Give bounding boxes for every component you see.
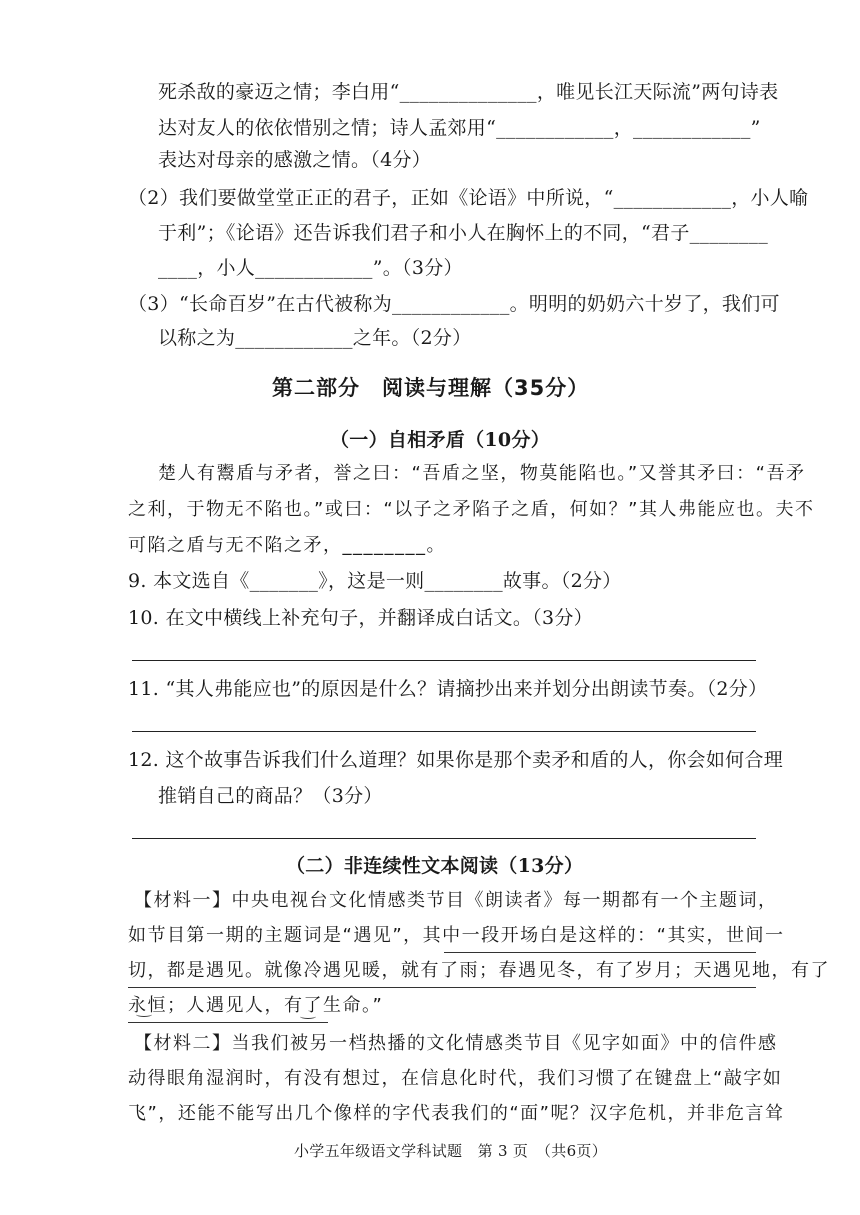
- question-3-line-1: （3）“长命百岁”在古代被称为____________。明明的奶奶六十岁了，我们可: [128, 293, 780, 315]
- material-2-line-1: 【材料二】当我们被另一档热播的文化情感类节目《见字如面》中的信件感: [134, 1033, 778, 1054]
- question-3-line-2: 以称之为____________之年。（2分）: [158, 327, 472, 349]
- question-10: 10. 在文中横线上补充句子，并翻译成白话文。（3分）: [128, 607, 593, 629]
- fill-line-2: 达对友人的依依惜别之情；诗人孟郊用“____________，____________”: [158, 117, 761, 139]
- passage-line-1: 楚人有鬻盾与矛者，誉之曰：“吾盾之坚，物莫能陷也。”又誉其矛曰：“吾矛: [158, 463, 806, 484]
- material-2-line-3: 飞”，还能不能写出几个像样的字代表我们的“面”呢？汉字危机，并非危言耸: [128, 1103, 785, 1124]
- fill-line-3: 表达对母亲的感激之情。（4分）: [158, 149, 432, 171]
- section-1-title: （一）自相矛盾（10分）: [330, 429, 551, 451]
- question-2-line-3: ____，小人____________”。（3分）: [158, 257, 463, 279]
- part-2-title: 第二部分 阅读与理解（35分）: [272, 376, 590, 400]
- handwritten-curl-2: [300, 1014, 316, 1019]
- answer-line-12[interactable]: [132, 838, 756, 839]
- material-2-line-2: 动得眼角湿润时，有没有想过，在信息化时代，我们习惯了在键盘上“敲字如: [128, 1068, 783, 1089]
- question-12-line-1: 12. 这个故事告诉我们什么道理？如果你是那个卖矛和盾的人，你会如何合理: [128, 749, 784, 771]
- question-2-line-1: （2）我们要做堂堂正正的君子，正如《论语》中所说，“____________，小人喻: [128, 187, 809, 209]
- answer-line-11[interactable]: [132, 731, 756, 732]
- handwritten-underline-1: [444, 952, 756, 953]
- question-2-line-2: 于利”；《论语》还告诉我们君子和小人在胸怀上的不同，“君子________: [158, 222, 769, 244]
- fill-line-1: 死杀敌的豪迈之情；李白用“______________，唯见长江天际流”两句诗表: [158, 81, 779, 103]
- section-2-title: （二）非连续性文本阅读（13分）: [286, 855, 584, 877]
- material-1-line-4: 永恒；人遇见人，有了生命。”: [128, 995, 384, 1016]
- passage-line-3: 可陷之盾与无不陷之矛，________。: [128, 535, 446, 556]
- material-1-line-2: 如节目第一期的主题词是“遇见”，其中一段开场白是这样的：“其实，世间一: [128, 925, 785, 946]
- passage-line-2: 之利，于物无不陷也。”或曰：“以子之矛陷子之盾，何如？”其人弗能应也。夫不: [128, 499, 815, 520]
- answer-line-10[interactable]: [132, 660, 756, 661]
- question-12-line-2: 推销自己的商品？（3分）: [158, 785, 383, 807]
- question-9: 9. 本文选自《_______》，这是一则________故事。（2分）: [128, 570, 622, 592]
- handwritten-curl-1: [136, 1012, 152, 1017]
- material-1-line-1: 【材料一】中央电视台文化情感类节目《朗读者》每一期都有一个主题词，: [134, 890, 778, 911]
- page-footer: 小学五年级语文学科试题 第 3 页 （共6页）: [294, 1142, 608, 1160]
- handwritten-underline-2: [128, 987, 756, 988]
- material-1-line-3: 切，都是遇见。就像冷遇见暖，就有了雨；春遇见冬，有了岁月；天遇见地，有了: [128, 960, 830, 981]
- question-11: 11. “其人弗能应也”的原因是什么？请摘抄出来并划分出朗读节奏。（2分）: [128, 678, 768, 700]
- handwritten-underline-3: [128, 1022, 328, 1023]
